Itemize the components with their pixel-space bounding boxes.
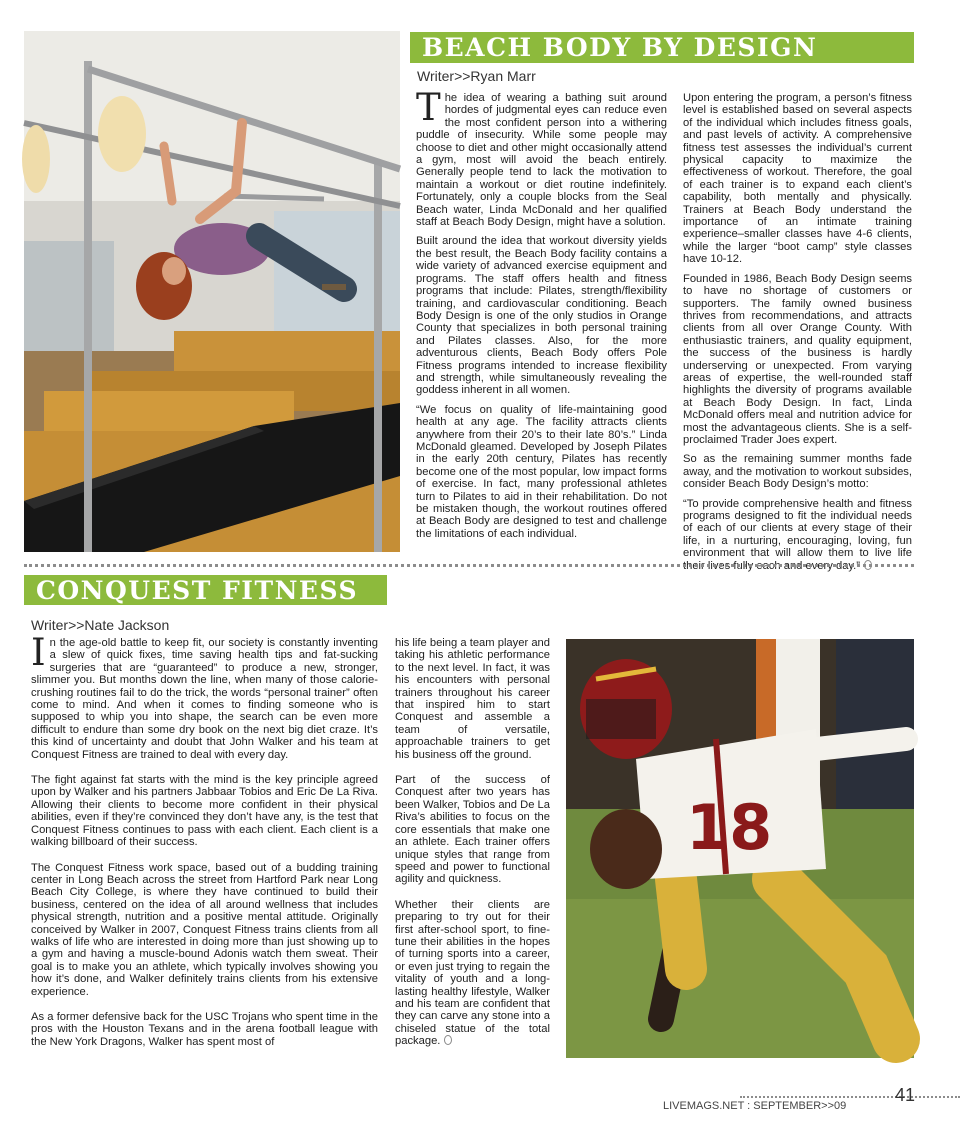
paragraph: “To provide comprehensive health and fitness programs designed to fit the individual needs of each of our clients at every stage of their life, in a nurturing, encouraging, loving, fun environment that will allow them to live life their lives fully each and every day.” bbox=[683, 497, 912, 572]
drop-cap: I bbox=[31, 631, 46, 674]
article-column bbox=[31, 631, 378, 1067]
football-player-photo bbox=[566, 639, 914, 1058]
paragraph: Upon entering the program, a person’s fitness level is established based on several aspects of the individual which includes fitness goals, and past levels of activity. A comprehensive fitness test assesses the individual’s current physical capacity to maximize the effectiveness of workout. Therefore, the goal of each trainer is to expand each client’s capability, both mentally and physically. Trainers at Beach Body understand the importance of an intimate training experience–smaller classes have 4-6 clients, while the larger “boot camp” style classes have 10-12. bbox=[683, 92, 912, 266]
section-divider bbox=[24, 564, 914, 567]
footer-issue: SEPTEMBER>>09 bbox=[753, 1100, 847, 1112]
paragraph: his life being a team player and taking his athletic performance to the next level. In fact, it was his encounters with personal trainers throughout his career that inspired him to start Conquest and assemble a team of versatile, approachable trainers to get his business off the ground. bbox=[395, 637, 550, 761]
footer-credit bbox=[663, 1100, 846, 1112]
page-number: 41 bbox=[895, 1085, 916, 1105]
paragraph: Founded in 1986, Beach Body Design seems to have no shortage of customers or supporters. The family owned business thrives from recommendations, and attracts clients from all over Orange County. With enthusiastic trainers, and quality equipment, the success of the business is hardly underserving or unexpected. From varying areas of expertise, the well-rounded staff highlights the diversity of programs available at Beach Body Design. In fact, Linda McDonald offers meal and nutrition advice for most the advantageous clients. She is a self-proclaimed Trader Joes expert. bbox=[683, 272, 912, 446]
paragraph: The fight against fat starts with the mind is the key principle agreed upon by Walker and his partners Jabbaar Tobios and Eric De La Riva. Allowing their clients to become more confident in their physical abilities, even if they’re convinced they don’t have any, is the test that Conquest Fitness continues to pass with each client. Each client is a walking billboard of their success. bbox=[31, 774, 378, 849]
footer-rule bbox=[740, 1096, 960, 1098]
article-headline: CONQUEST FITNESS bbox=[24, 575, 387, 605]
paragraph: n the age-old battle to keep fit, our society is constantly inventing a slew of quick fixes, time saving health tips and fat-sucking surgeries that are “guaranteed” to produce a new, stronger, slimmer you. But months down the line, when many of those calorie-crushing routines fail to do the trick, the words “personal trainer” often come to mind. And when it comes to finding someone who is supposed to whip you into shape, the search can be even more difficult to endure than some dry book on the next big diet craze. It’s this kind of uncertainty and doubt that John Walker and his team at Conquest Fitness are trained to deal with every day. bbox=[31, 637, 378, 761]
drop-cap: T bbox=[416, 86, 441, 129]
paragraph: Part of the success of Conquest after two years has been Walker, Tobios and De La Riva’s abilities to focus on the core essentials that make one an athlete. Each trainer offers unique styles that range from speed and power to functional agility and quickness. bbox=[395, 774, 550, 886]
article-column bbox=[416, 86, 667, 552]
paragraph: As a former defensive back for the USC Trojans who spent time in the pros with the Houston Texans and in the arena football league with the New York Dragons, Walker has spent most of bbox=[31, 1010, 378, 1048]
paragraph: he idea of wearing a bathing suit around hordes of judgmental eyes can reduce even the most confident person into a withering puddle of insecurity. While some people may choose to diet and other might occasionally attend a gym, most will avoid the beach entirely. Generally people tend to lack the motivation to maintain a workout or diet routine indefinitely. Fortunately, only a couple blocks from the Seal Beach water, Linda McDonald and her qualified staff at Beach Body Design, might have a solution. bbox=[416, 92, 667, 229]
paragraph: So as the remaining summer months fade away, and the motivation to workout subsides, consider Beach Body Design’s motto: bbox=[683, 453, 912, 491]
paragraph: Whether their clients are preparing to try out for their first after-school sport, to fine-tune their abilities in the hopes of turning sports into a career, or even just trying to regain the vitality of youth and a long-lasting healthy lifestyle, Walker and his team are confident that they can carve any stone into a chiseled statue of the total package. bbox=[395, 898, 550, 1048]
article-byline: Writer>>Nate Jackson bbox=[31, 617, 170, 633]
pilates-studio-photo bbox=[24, 31, 400, 552]
article-headline: BEACH BODY BY DESIGN bbox=[410, 32, 914, 63]
paragraph: The Conquest Fitness work space, based out of a budding training center in Long Beach across the street from Hartford Park near Long Beach City College, is where they have continued to build their business, centered on the idea of all around wellness that includes physical strength, nutrition and a positive mental attitude. Originally conceived by Walker in 2007, Conquest Fitness trains clients from all walks of life who are interested in doing more than just showing up to a gym and having a muscle-bound Adonis watch them sweat. Their goal is to make you an athlete, which typically involves showing you how it’s done, and Walker definitely trains clients from his extensive experience. bbox=[31, 861, 378, 998]
end-of-article-icon bbox=[444, 1035, 452, 1045]
article-column bbox=[683, 92, 912, 572]
footer-separator: : bbox=[747, 1100, 751, 1112]
paragraph: Built around the idea that workout diversity yields the best result, the Beach Body facility contains a wide variety of advanced exercise equipment and programs. The staff offers health and fitness programs that include: Pilates, strength/flexibility training, and cardiovascular conditioning. Beach Body Design is one of the only studios in Orange County that specializes in both personal training and Pilates classes. Also, for the more adventurous clients, Beach Body offers Pole Fitness programs intended to increase flexibility and strength, while simultaneously revealing the goddess inherent in all women. bbox=[416, 235, 667, 397]
article-column bbox=[395, 637, 550, 1067]
footer-site: LIVEMAGS.NET bbox=[663, 1100, 745, 1112]
jersey-number: 18 bbox=[686, 791, 773, 864]
paragraph: “We focus on quality of life-maintaining good health at any age. The facility attracts clients anywhere from their 20’s to their late 80’s.” Linda McDonald gleamed. Developed by Joseph Pilates in the early 20th century, Pilates has recently become one of the most popular, low impact forms of exercise. In fact, many professional athletes turn to Pilates to aid in their rehabilitation. Do not be mistaken though, the workout routines offered at Beach Body are designed to test and challenge the limitations of each individual. bbox=[416, 403, 667, 540]
article-byline: Writer>>Ryan Marr bbox=[417, 68, 536, 84]
